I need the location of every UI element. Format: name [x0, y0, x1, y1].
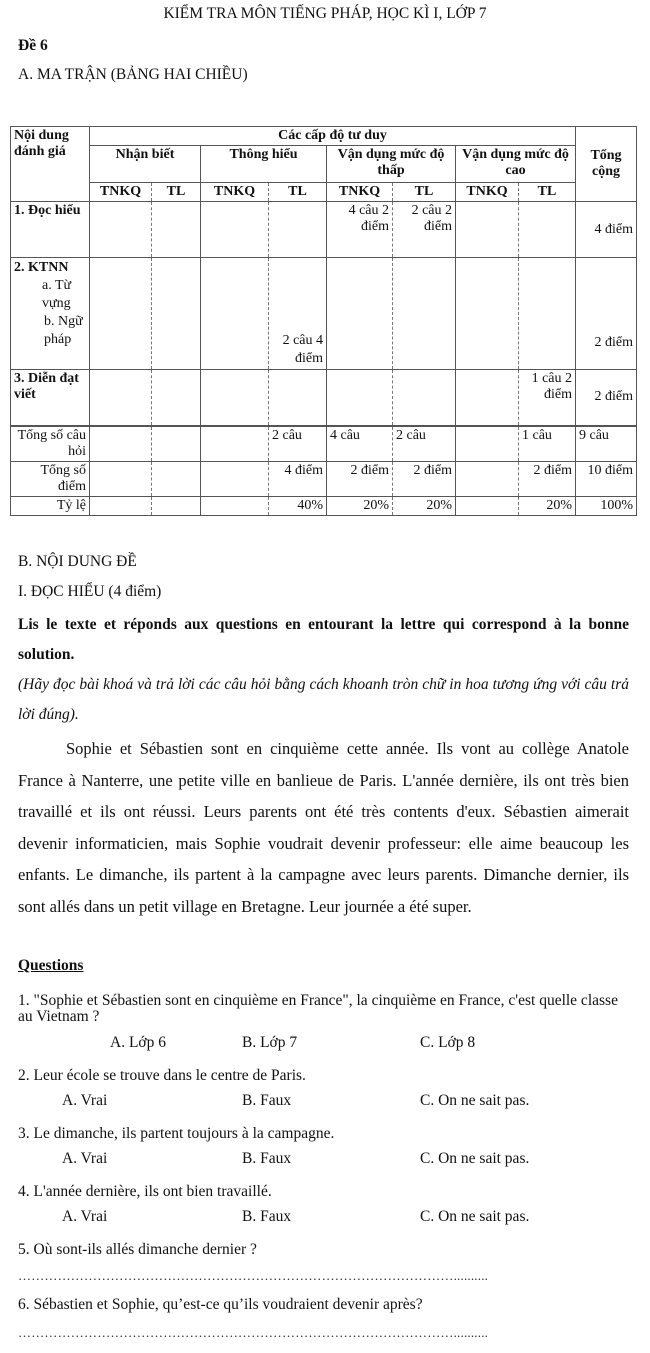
- questions-heading: Questions: [18, 957, 84, 974]
- option-b[interactable]: B. Faux: [242, 1208, 292, 1225]
- cell: [327, 258, 393, 370]
- cell: [201, 202, 269, 258]
- cell: [152, 258, 201, 370]
- cell: 20%: [519, 496, 576, 515]
- option-c[interactable]: C. On ne sait pas.: [420, 1208, 530, 1225]
- cell: [90, 496, 152, 515]
- subheader: TNKQ: [201, 183, 269, 202]
- cell: [269, 370, 327, 426]
- subheader: TL: [269, 183, 327, 202]
- question-3: 3. Le dimanche, ils partent toujours à la campagne.: [18, 1125, 335, 1142]
- cell: 1 câu: [519, 426, 576, 462]
- cell: 2 điểm: [327, 461, 393, 496]
- question-6: 6. Sébastien et Sophie, qu’est-ce qu’ils voudraient devenir après?: [18, 1296, 423, 1313]
- row-label: 1. Đọc hiểu: [11, 202, 90, 258]
- cell: 4 câu: [327, 426, 393, 462]
- cell: [456, 370, 519, 426]
- option-c[interactable]: C. Lớp 8: [420, 1034, 476, 1051]
- cell: [90, 258, 152, 370]
- summary-total: 100%: [576, 496, 637, 515]
- cell: [152, 426, 201, 462]
- summary-label: Tỷ lệ: [11, 496, 90, 515]
- subheader: TL: [393, 183, 456, 202]
- passage-text: Sophie et Sébastien sont en cinquième cette année. Ils vont au collège Anatole France à Nanterre, une petite ville en banlieue de Paris. L'année dernière, ils ont très bien travaillé et ils ont réussi. Leurs parents ont été très contents d'eux. Sébastien aimerait devenir informaticien, mais Sophie voudrait devenir professeur: elle aime beaucoup les enfants. Le dimanche, ils partent à la campagne avec leurs parents. Dimanche dernier, ils sont allés dans un petit village en Bretagne. Leur journée a été super.: [18, 739, 629, 916]
- cell: [152, 370, 201, 426]
- header-level-4: Vận dụng mức độ cao: [456, 146, 576, 183]
- cell: 2 điểm: [393, 461, 456, 496]
- cell: [456, 202, 519, 258]
- question-1: 1. "Sophie et Sébastien sont en cinquième en France", la cinquième en France, c'est quelle classe au Vietnam ?: [18, 992, 618, 1025]
- assessment-matrix-table: [10, 126, 637, 516]
- question-4: 4. L'année dernière, ils ont bien travaillé.: [18, 1183, 272, 1200]
- table-row: [11, 258, 637, 370]
- answer-line[interactable]: ………………………………………………………………………………………..........: [18, 1325, 489, 1340]
- cell: [456, 496, 519, 515]
- cell: [152, 496, 201, 515]
- subheader: TNKQ: [327, 183, 393, 202]
- header-level-3: Vận dụng mức độ thấp: [327, 146, 456, 183]
- cell: [152, 461, 201, 496]
- cell: [456, 258, 519, 370]
- cell: 2 câu: [269, 426, 327, 462]
- cell: [327, 370, 393, 426]
- option-c[interactable]: C. On ne sait pas.: [420, 1092, 530, 1109]
- row-sublabel-b: b. Ngữ pháp: [44, 314, 83, 347]
- summary-label: Tổng số điểm: [11, 461, 90, 496]
- cell: [456, 461, 519, 496]
- option-a[interactable]: A. Lớp 6: [110, 1034, 166, 1051]
- row-total: 2 điểm: [576, 370, 637, 426]
- subheader: TNKQ: [90, 183, 152, 202]
- question-2: 2. Leur école se trouve dans le centre de Paris.: [18, 1067, 306, 1084]
- option-b[interactable]: B. Faux: [242, 1150, 292, 1167]
- cell: 40%: [269, 496, 327, 515]
- option-a[interactable]: A. Vrai: [62, 1150, 108, 1167]
- row-total: 4 điểm: [576, 202, 637, 258]
- cell: 4 điểm: [269, 461, 327, 496]
- header-level-2: Thông hiểu: [201, 146, 327, 183]
- summary-row: [11, 461, 637, 496]
- header-content: Nội dung đánh giá: [11, 127, 90, 202]
- cell: [519, 202, 576, 258]
- cell: 2 câu: [393, 426, 456, 462]
- cell: [152, 202, 201, 258]
- exam-code: Đề 6: [18, 37, 48, 54]
- cell: [201, 496, 269, 515]
- reading-passage: [18, 733, 629, 922]
- cell: 20%: [393, 496, 456, 515]
- cell: 2 câu 2 điểm: [393, 202, 456, 258]
- cell: 4 câu 2 điểm: [327, 202, 393, 258]
- cell: 20%: [327, 496, 393, 515]
- section-i-heading: I. ĐỌC HIỂU (4 điểm): [18, 583, 162, 600]
- cell: [393, 258, 456, 370]
- cell: [201, 461, 269, 496]
- cell: [90, 202, 152, 258]
- summary-row: [11, 426, 637, 462]
- cell: [201, 426, 269, 462]
- cell: [456, 426, 519, 462]
- cell: [519, 258, 576, 370]
- summary-total: 10 điểm: [576, 461, 637, 496]
- answer-line[interactable]: ………………………………………………………………………………………..........: [18, 1268, 489, 1283]
- instruction-french: Lis le texte et réponds aux questions en entourant la lettre qui correspond à la bonne solution.: [18, 616, 629, 663]
- cell: [90, 370, 152, 426]
- option-a[interactable]: A. Vrai: [62, 1208, 108, 1225]
- summary-row: [11, 496, 637, 515]
- cell: 1 câu 2 điểm: [519, 370, 576, 426]
- summary-total: 9 câu: [576, 426, 637, 462]
- table-row: [11, 202, 637, 258]
- subheader: TL: [152, 183, 201, 202]
- header-level-1: Nhận biết: [90, 146, 201, 183]
- row-total: 2 điểm: [576, 258, 637, 370]
- row-label: 2. KTNN: [14, 260, 69, 275]
- instruction-vietnamese: (Hãy đọc bài khoá và trả lời các câu hỏi bằng cách khoanh tròn chữ in hoa tương ứng với câu trả lời đúng).: [18, 676, 629, 723]
- cell: [90, 461, 152, 496]
- subheader: TL: [519, 183, 576, 202]
- row-label-kTNN: [11, 258, 90, 370]
- cell: [393, 370, 456, 426]
- section-b-heading: B. NỘI DUNG ĐỀ: [18, 553, 137, 570]
- option-b[interactable]: B. Faux: [242, 1092, 292, 1109]
- option-c[interactable]: C. On ne sait pas.: [420, 1150, 530, 1167]
- question-5: 5. Où sont-ils allés dimanche dernier ?: [18, 1241, 257, 1258]
- header-total: Tổng cộng: [576, 127, 637, 202]
- cell: [90, 426, 152, 462]
- row-sublabel-a: a. Từ vựng: [42, 278, 72, 311]
- header-levels: Các cấp độ tư duy: [90, 127, 576, 146]
- cell: [201, 370, 269, 426]
- cell: [269, 202, 327, 258]
- section-a-heading: A. MA TRẬN (BẢNG HAI CHIỀU): [18, 66, 248, 83]
- option-a[interactable]: A. Vrai: [62, 1092, 108, 1109]
- cell: 2 điểm: [519, 461, 576, 496]
- cell: [201, 258, 269, 370]
- row-label: 3. Diễn đạt viết: [11, 370, 90, 426]
- option-b[interactable]: B. Lớp 7: [242, 1034, 298, 1051]
- table-row: [11, 370, 637, 426]
- exam-title: KIỂM TRA MÔN TIẾNG PHÁP, HỌC KÌ I, LỚP 7: [163, 5, 487, 22]
- cell: 2 câu 4 điểm: [269, 258, 327, 370]
- subheader: TNKQ: [456, 183, 519, 202]
- summary-label: Tổng số câu hỏi: [11, 426, 90, 462]
